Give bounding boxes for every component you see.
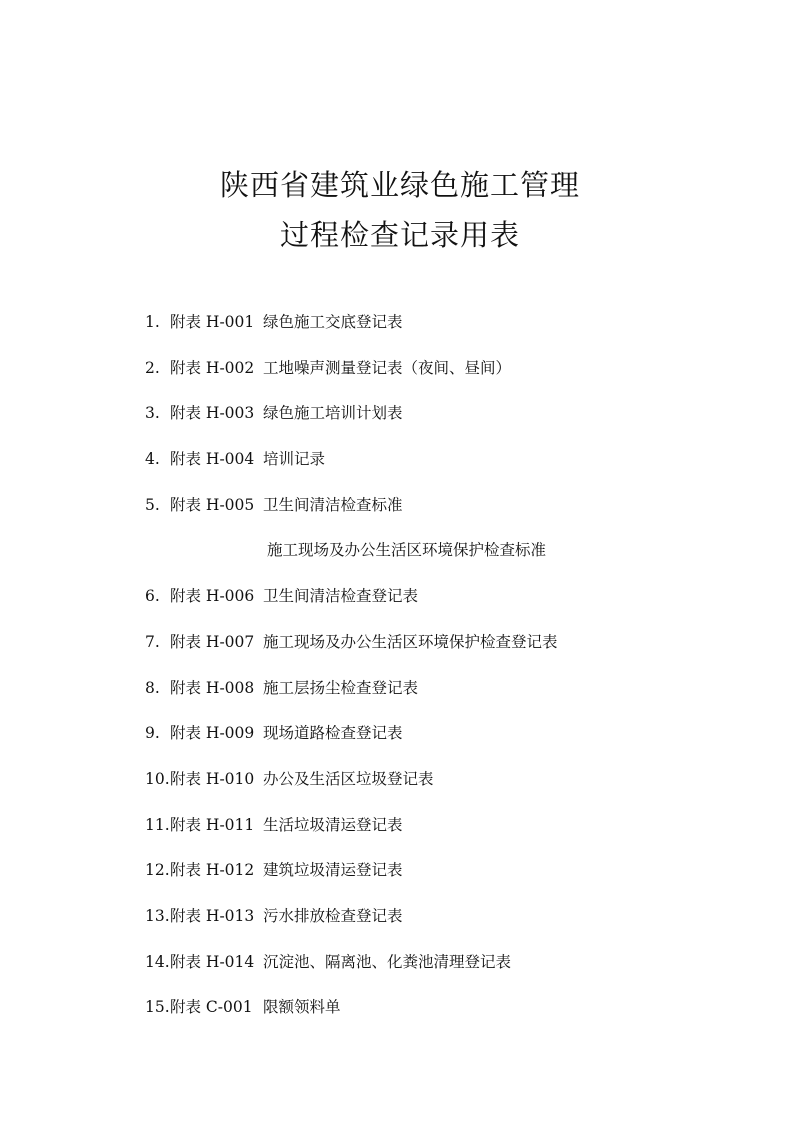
toc-item-9 [145, 721, 765, 767]
toc-item-title: 施工现场及办公生活区环境保护检查登记表 [263, 632, 558, 651]
toc-item-15 [145, 995, 765, 1041]
toc-item-4 [145, 447, 765, 493]
toc-item-number: 6. [145, 587, 160, 606]
toc-item-title: 绿色施工培训计划表 [263, 404, 403, 423]
toc-item-number: 2. [145, 358, 160, 377]
toc-item-code: 附表 H-008 [170, 678, 255, 697]
toc-item-title: 沉淀池、隔离池、化粪池清理登记表 [263, 952, 512, 971]
toc-item-title: 污水排放检查登记表 [263, 906, 403, 925]
toc-item-6 [145, 584, 765, 630]
toc-item-number: 8. [145, 678, 160, 697]
toc-item-number: 7. [145, 632, 160, 651]
toc-item-5 [145, 493, 765, 539]
toc-item-12 [145, 858, 765, 904]
toc-item-code: 附表 H-005 [170, 495, 255, 514]
toc-item-number: 10. [145, 769, 170, 788]
toc-item-code: 附表 H-003 [170, 404, 255, 423]
toc-item-1 [145, 310, 765, 356]
toc-item-code: 附表 H-007 [170, 632, 255, 651]
toc-item-title: 施工现场及办公生活区环境保护检查标准 [267, 541, 547, 560]
toc-item-code: 附表 H-013 [170, 906, 255, 925]
toc-item-number: 15. [145, 998, 170, 1017]
toc-item-number: 14. [145, 952, 170, 971]
toc-item-number: 3. [145, 404, 160, 423]
toc-item-number: 12. [145, 861, 170, 880]
document-title-line-1: 陕西省建筑业绿色施工管理 [219, 168, 580, 202]
toc-item-3 [145, 401, 765, 447]
toc-item-code: 附表 H-001 [170, 313, 255, 331]
toc-item-code: 附表 H-004 [170, 450, 255, 469]
toc-item-code: 附表 H-002 [170, 358, 255, 377]
toc-item-13 [145, 904, 765, 950]
toc-item-code: 附表 H-014 [170, 952, 255, 971]
toc-item-number: 4. [145, 450, 160, 469]
toc-item-code: 附表 H-011 [170, 815, 255, 834]
toc-item-14 [145, 950, 765, 996]
toc-item-code: 附表 H-009 [170, 724, 255, 743]
toc-item-number: 11. [145, 815, 170, 834]
toc-item-number: 13. [145, 906, 170, 925]
toc-item-7 [145, 630, 765, 676]
toc-item-11 [145, 813, 765, 859]
toc-item-title: 限额领料单 [263, 998, 341, 1017]
toc-item-title: 绿色施工交底登记表 [263, 313, 403, 331]
toc-item-title: 工地噪声测量登记表（夜间、昼间） [263, 358, 512, 377]
toc-item-title: 办公及生活区垃圾登记表 [263, 769, 434, 788]
toc-item-code: 附表 H-006 [170, 587, 255, 606]
toc-item-title: 施工层扬尘检查登记表 [263, 678, 419, 697]
toc-item-title: 生活垃圾清运登记表 [263, 815, 403, 834]
toc-item-code: 附表 H-010 [170, 769, 255, 788]
toc-item-title: 培训记录 [263, 450, 326, 469]
toc-item-code: 附表 H-012 [170, 861, 255, 880]
toc-item-title: 卫生间清洁检查标准 [263, 495, 403, 514]
document-title-line-2: 过程检查记录用表 [279, 218, 520, 252]
table-of-contents [145, 310, 765, 1041]
toc-item-5-continuation [145, 538, 765, 584]
toc-item-number: 5. [145, 495, 160, 514]
toc-item-number: 9. [145, 724, 160, 743]
toc-item-2 [145, 356, 765, 402]
toc-item-title: 卫生间清洁检查登记表 [263, 587, 419, 606]
document-title [0, 160, 800, 260]
toc-item-number: 1. [145, 313, 160, 331]
toc-item-title: 现场道路检查登记表 [263, 724, 403, 743]
toc-item-title: 建筑垃圾清运登记表 [263, 861, 403, 880]
toc-item-10 [145, 767, 765, 813]
toc-item-code: 附表 C-001 [170, 998, 253, 1017]
toc-item-8 [145, 676, 765, 722]
